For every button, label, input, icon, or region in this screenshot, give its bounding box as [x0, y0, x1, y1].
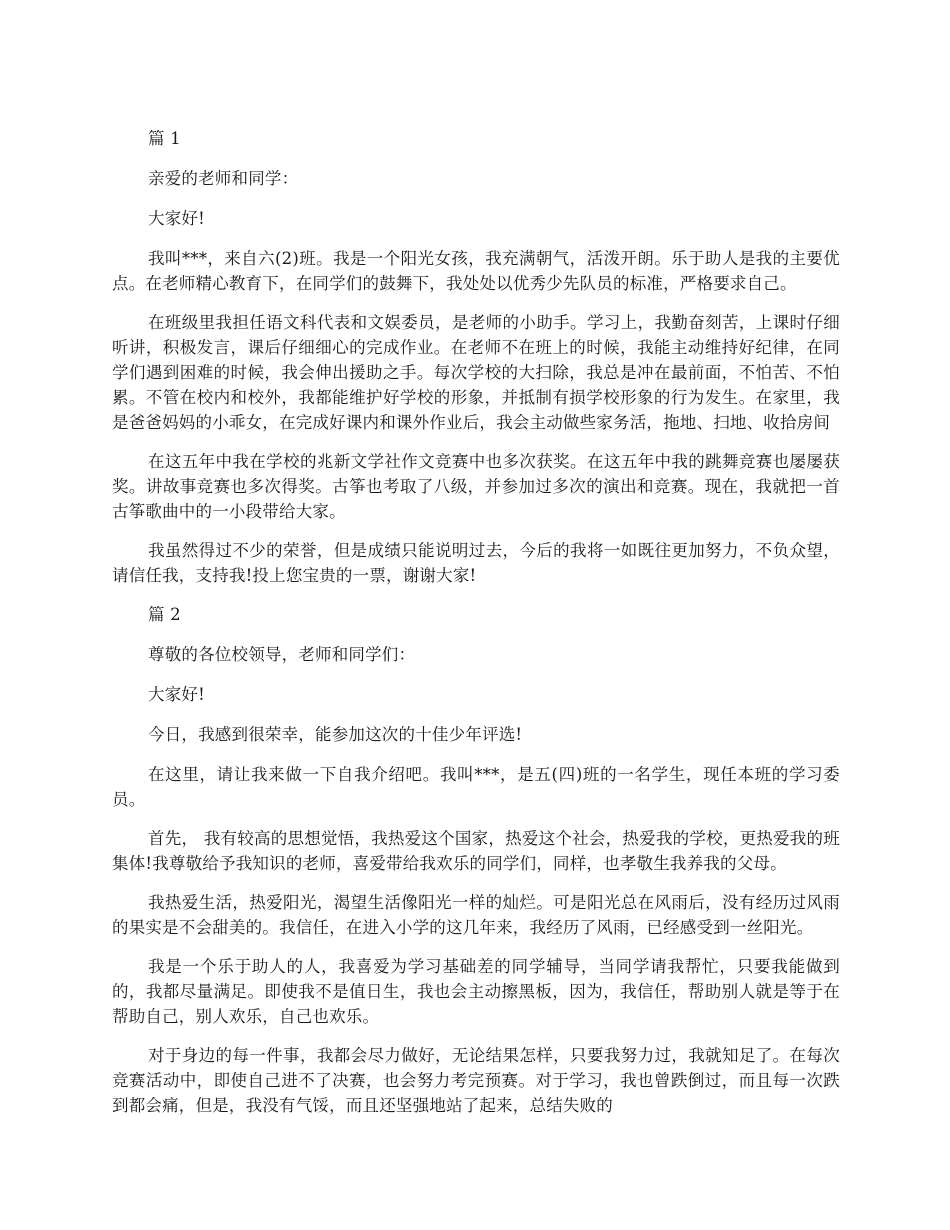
- section-1-paragraph: 我叫***，来自六(2)班。我是一个阳光女孩，我充满朝气，活泼开朗。乐于助人是我的主要优点。在老师精心教育下，在同学们的鼓舞下，我处处以优秀少先队员的标准，严格要求自己。: [112, 249, 840, 293]
- section-1-paragraph: 在这五年中我在学校的兆新文学社作文竞赛中也多次获奖。在这五年中我的跳舞竞赛也屡屡获奖。讲故事竞赛也多次得奖。古筝也考取了八级，并参加过多次的演出和竞赛。现在，我就把一首古筝歌曲中的一小段带给大家。: [112, 452, 840, 521]
- section-2-paragraph: 对于身边的每一件事，我都会尽力做好，无论结果怎样，只要我努力过，我就知足了。在每次竞赛活动中，即使自己进不了决赛，也会努力考完预赛。对于学习，我也曾跌倒过，而且每一次跌到都会痛，但是，我没有气馁，而且还坚强地站了起来，总结失败的: [112, 1046, 840, 1115]
- section-2-greeting: 大家好!: [148, 685, 205, 704]
- section-2-paragraph: 在这里，请让我来做一下自我介绍吧。我叫***，是五(四)班的一名学生，现任本班的学习委员。: [112, 765, 840, 809]
- section-2-heading: 篇 2: [148, 605, 181, 624]
- section-1-paragraph: 我虽然得过不少的荣誉，但是成绩只能说明过去，今后的我将一如既往更加努力，不负众望，请信任我，支持我!投上您宝贵的一票，谢谢大家!: [112, 541, 840, 585]
- section-1-salutation: 亲爱的老师和同学：: [148, 169, 299, 188]
- section-2-paragraph: 我是一个乐于助人的人，我喜爱为学习基础差的同学辅导，当同学请我帮忙，只要我能做到的，我都尽量满足。即使我不是值日生，我也会主动擦黑板，因为，我信任，帮助别人就是等于在帮助自己，别人欢乐，自己也欢乐。: [112, 957, 840, 1026]
- section-2-paragraph: 我热爱生活，热爱阳光，渴望生活像阳光一样的灿烂。可是阳光总在风雨后，没有经历过风雨的果实是不会甜美的。我信任，在进入小学的这几年来，我经历了风雨，已经感受到一丝阳光。: [112, 893, 840, 937]
- section-2-paragraph: 首先， 我有较高的思想觉悟，我热爱这个国家，热爱这个社会，热爱我的学校，更热爱我的班集体!我尊敬给予我知识的老师，喜爱带给我欢乐的同学们，同样，也孝敬生我养我的父母。: [112, 829, 840, 873]
- section-2-paragraph: 今日，我感到很荣幸，能参加这次的十佳少年评选!: [148, 725, 523, 744]
- section-1-greeting: 大家好!: [148, 209, 205, 228]
- section-1-heading: 篇 1: [148, 129, 181, 148]
- section-1-paragraph: 在班级里我担任语文科代表和文娱委员，是老师的小助手。学习上，我勤奋刻苦，上课时仔细听讲，积极发言，课后仔细细心的完成作业。在老师不在班上的时候，我能主动维持好纪律，在同学们遇到困难的时候，我会伸出援助之手。每次学校的大扫除，我总是冲在最前面，不怕苦、不怕累。不管在校内和校外，我都能维护好学校的形象，并抵制有损学校形象的行为发生。在家里，我是爸爸妈妈的小乖女，在完成好课内和课外作业后，我会主动做些家务活，拖地、扫地、收拾房间: [112, 313, 840, 432]
- section-2-salutation: 尊敬的各位校领导，老师和同学们：: [148, 645, 416, 664]
- document-page: [112, 126, 840, 1132]
